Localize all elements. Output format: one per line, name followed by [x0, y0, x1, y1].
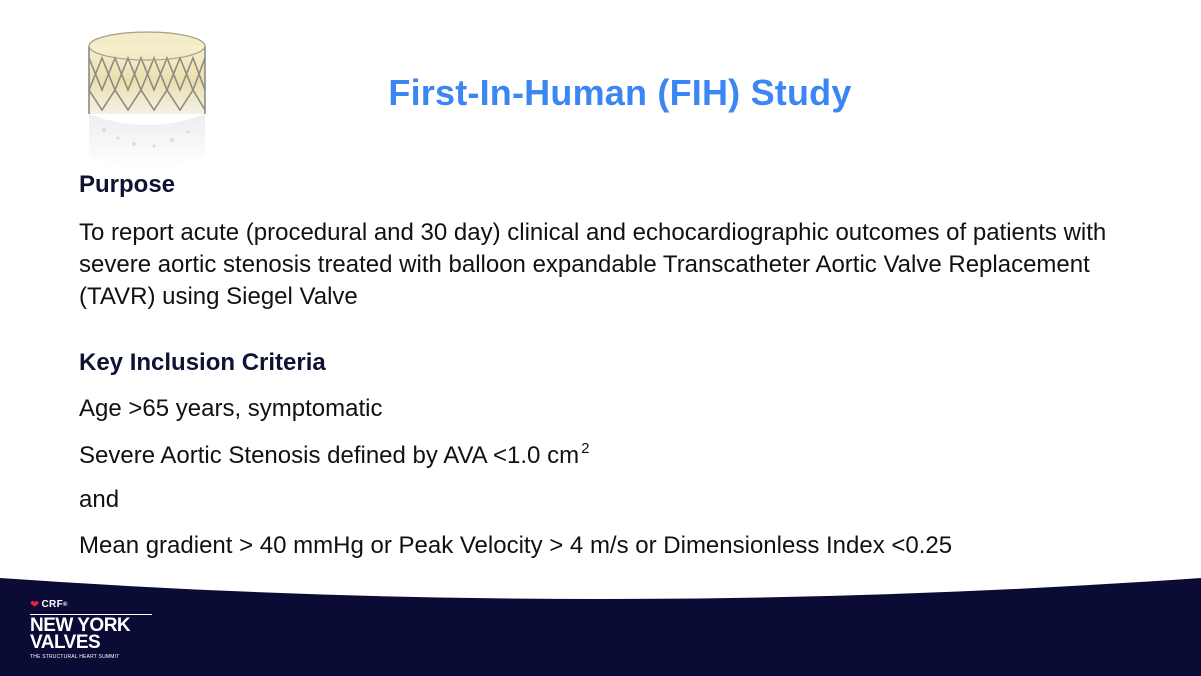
slide-title: First-In-Human (FIH) Study: [388, 72, 852, 113]
brand-line-1: NEW YORK: [30, 615, 131, 636]
criteria-stenosis-text: Severe Aortic Stenosis defined by AVA <1.0 cm: [79, 442, 580, 469]
footer-band: [0, 560, 1201, 676]
brand-line-2: VALVES: [30, 632, 101, 653]
criteria-stenosis: [79, 440, 589, 470]
valve-image: [84, 18, 210, 168]
criteria-age: Age >65 years, symptomatic: [79, 395, 383, 422]
purpose-text: To report acute (procedural and 30 day) clinical and echocardiographic outcomes of patients with severe aortic stenosis treated with balloon expandable Transcatheter Aortic Valve Replacement (TAVR) using Siegel Valve: [79, 219, 1107, 310]
purpose-heading: Purpose: [79, 171, 176, 198]
new-york-valves-logo: [30, 598, 170, 660]
crf-registered-mark: ®: [62, 601, 68, 608]
heart-icon: ❤: [30, 599, 40, 611]
criteria-connector: and: [79, 486, 120, 513]
crf-label: CRF: [41, 599, 63, 610]
brand-tagline: THE STRUCTURAL HEART SUMMIT: [30, 654, 120, 660]
crf-logo: [30, 598, 170, 611]
criteria-heading: Key Inclusion Criteria: [79, 349, 326, 376]
superscript-squared: 2: [581, 440, 590, 457]
criteria-gradient: Mean gradient > 40 mmHg or Peak Velocity > 4 m/s or Dimensionless Index <0.25: [79, 532, 953, 559]
